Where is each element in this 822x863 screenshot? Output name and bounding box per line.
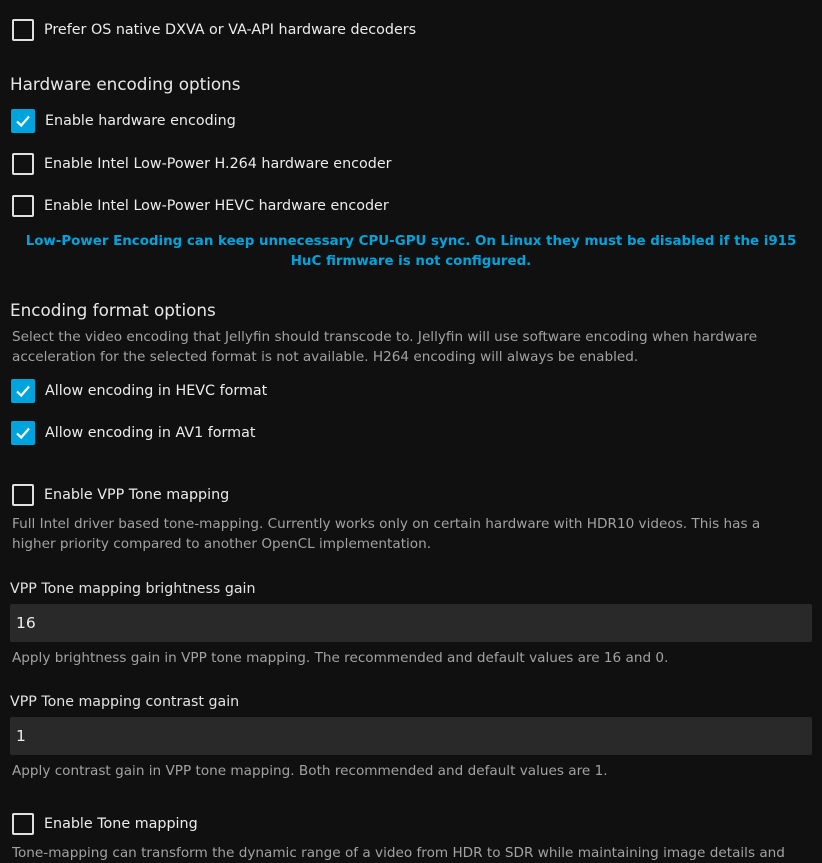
- allow-hevc-label: Allow encoding in HEVC format: [45, 383, 268, 399]
- vpp-brightness-gain-label: VPP Tone mapping brightness gain: [10, 581, 256, 597]
- allow-av1-option[interactable]: [10, 419, 255, 447]
- hardware-encoding-heading: Hardware encoding options: [10, 74, 241, 94]
- vpp-contrast-gain-help: Apply contrast gain in VPP tone mapping. Both recommended and default values are 1.: [12, 763, 608, 779]
- check-icon: [13, 381, 33, 401]
- vpp-brightness-gain-help: Apply brightness gain in VPP tone mapping. The recommended and default values are 16 and 0.: [12, 650, 669, 666]
- encoding-format-heading: Encoding format options: [10, 300, 216, 320]
- intel-lowpower-h264-checkbox[interactable]: [12, 153, 34, 175]
- tone-mapping-checkbox[interactable]: [12, 813, 34, 835]
- tone-mapping-description: Tone-mapping can transform the dynamic range of a video from HDR to SDR while maintaining image details and: [12, 845, 785, 861]
- encoding-format-description: Select the video encoding that Jellyfin should transcode to. Jellyfin will use software encoding when hardware acceleration for the selected format is not available. H264 encoding will always be enabled.: [12, 329, 758, 365]
- vpp-tone-mapping-label: Enable VPP Tone mapping: [44, 487, 230, 503]
- vpp-brightness-gain-input[interactable]: [10, 604, 812, 642]
- check-icon: [13, 423, 33, 443]
- prefer-native-decoders-option[interactable]: [10, 16, 416, 44]
- vpp-tone-mapping-description: Full Intel driver based tone-mapping. Currently works only on certain hardware with HDR10 videos. This has a higher priority compared to another OpenCL implementation.: [12, 516, 761, 552]
- tone-mapping-option[interactable]: [10, 810, 198, 838]
- check-icon: [13, 111, 33, 131]
- allow-hevc-option[interactable]: [10, 377, 267, 405]
- vpp-tone-mapping-checkbox[interactable]: [12, 484, 34, 506]
- intel-lowpower-hevc-label: Enable Intel Low-Power HEVC hardware encoder: [44, 198, 389, 214]
- lowpower-encoding-warning: Low-Power Encoding can keep unnecessary CPU-GPU sync. On Linux they must be disabled if the i915 HuC firmware is not configured.: [25, 234, 797, 269]
- vpp-tone-mapping-option[interactable]: [10, 481, 229, 509]
- intel-lowpower-h264-label: Enable Intel Low-Power H.264 hardware encoder: [44, 156, 392, 172]
- allow-av1-label: Allow encoding in AV1 format: [45, 425, 256, 441]
- prefer-native-decoders-checkbox[interactable]: [12, 19, 34, 41]
- prefer-native-decoders-label: Prefer OS native DXVA or VA-API hardware decoders: [44, 22, 417, 38]
- intel-lowpower-hevc-checkbox[interactable]: [12, 195, 34, 217]
- enable-hardware-encoding-label: Enable hardware encoding: [45, 113, 236, 129]
- tone-mapping-label: Enable Tone mapping: [44, 816, 198, 832]
- allow-hevc-checkbox[interactable]: [11, 379, 35, 403]
- intel-lowpower-h264-option[interactable]: [10, 150, 392, 178]
- enable-hardware-encoding-option[interactable]: [10, 107, 236, 135]
- vpp-contrast-gain-input[interactable]: [10, 717, 812, 755]
- enable-hardware-encoding-checkbox[interactable]: [11, 109, 35, 133]
- intel-lowpower-hevc-option[interactable]: [10, 192, 389, 220]
- allow-av1-checkbox[interactable]: [11, 421, 35, 445]
- vpp-contrast-gain-label: VPP Tone mapping contrast gain: [10, 694, 240, 710]
